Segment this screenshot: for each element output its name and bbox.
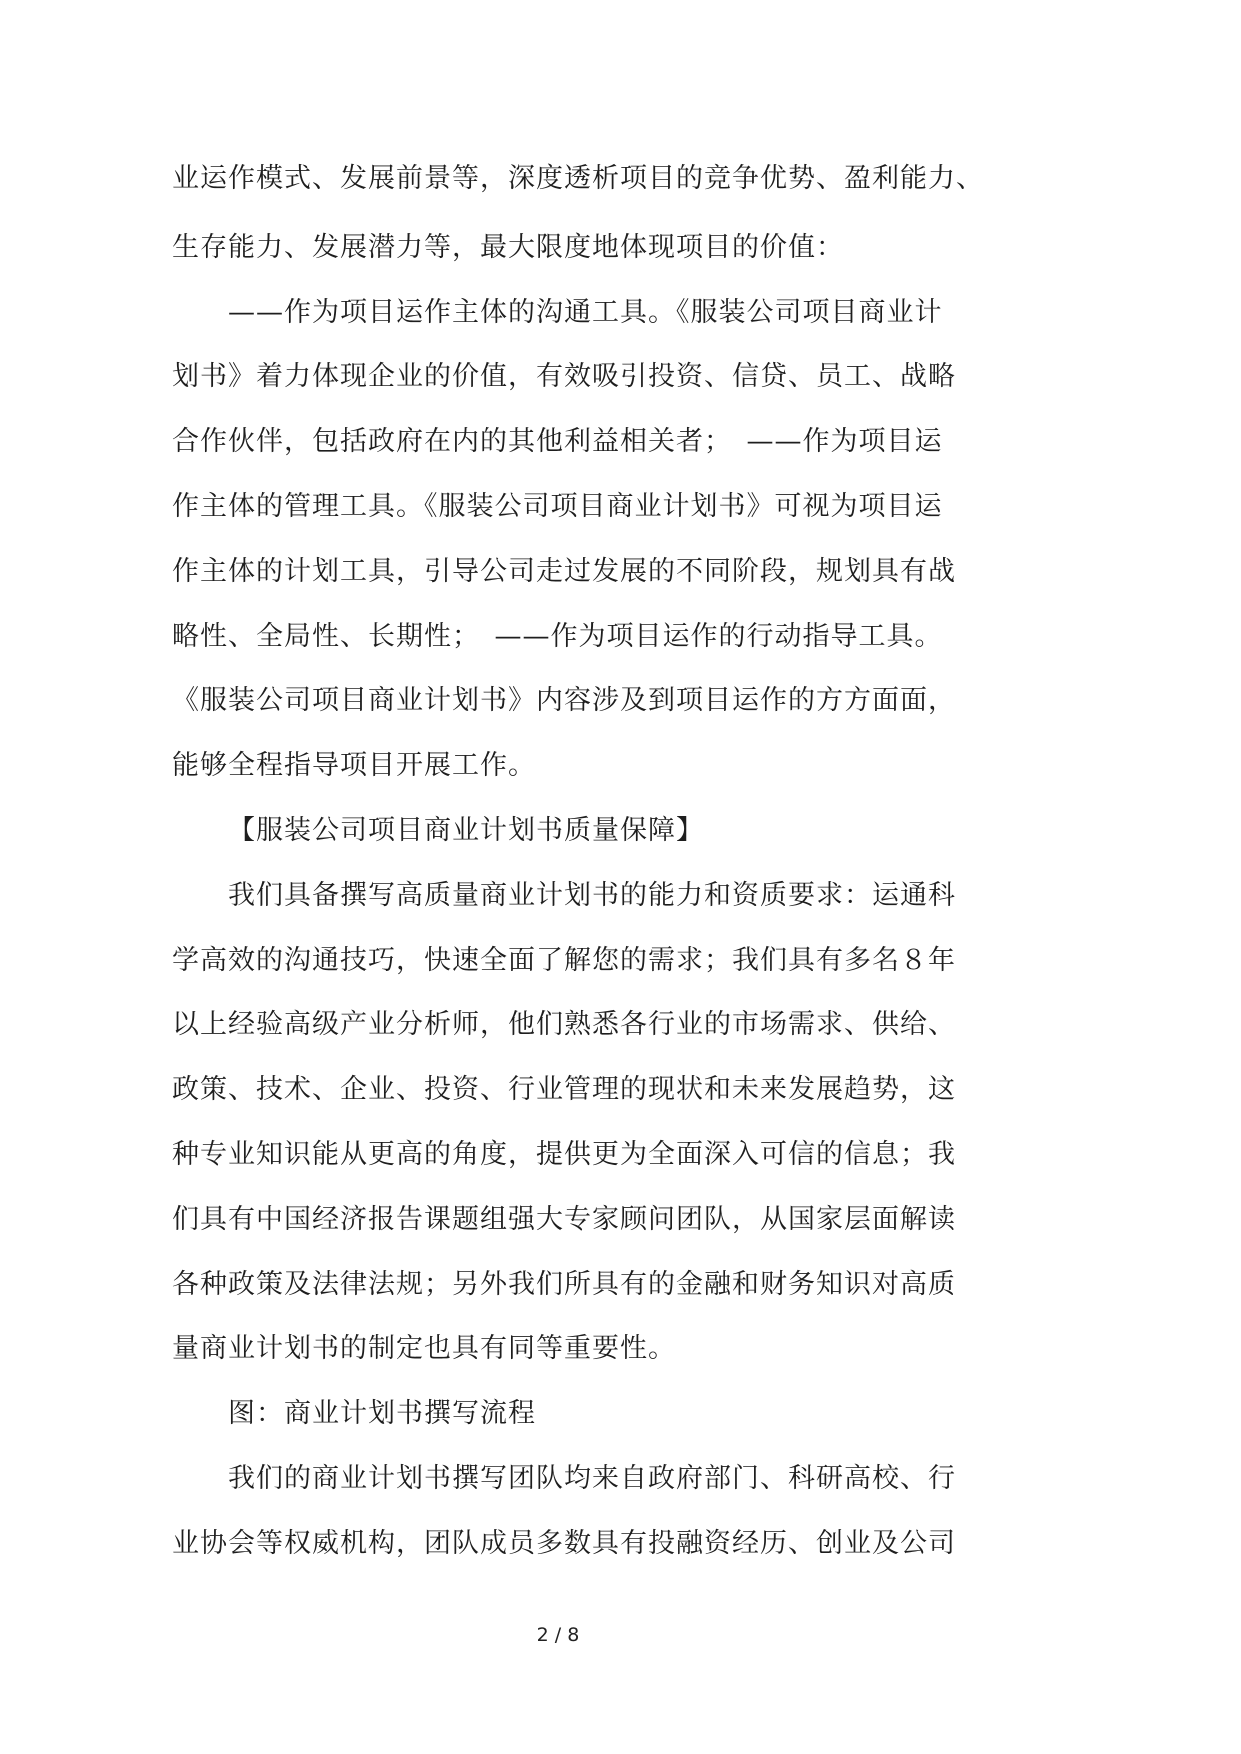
text-line: 我们具备撰写高质量商业计划书的能力和资质要求：运通科 — [228, 879, 956, 911]
text-line: 种专业知识能从更高的角度，提供更为全面深入可信的信息；我 — [172, 1138, 956, 1170]
text-line: 划书》着力体现企业的价值，有效吸引投资、信贷、员工、战略 — [172, 361, 956, 393]
text-line: 作主体的管理工具。《服装公司项目商业计划书》可视为项目运 — [172, 490, 943, 522]
text-line: 略性、全局性、长期性； ——作为项目运作的行动指导工具。 — [172, 620, 943, 652]
text-line: 政策、技术、企业、投资、行业管理的现状和未来发展趋势，这 — [172, 1074, 956, 1106]
text-line: 合作伙伴，包括政府在内的其他利益相关者； ——作为项目运 — [172, 426, 943, 458]
page-number: 2 / 8 — [536, 1624, 580, 1646]
text-line: ——作为项目运作主体的沟通工具。《服装公司项目商业计 — [228, 296, 943, 328]
text-line: 各种政策及法律法规；另外我们所具有的金融和财务知识对高质 — [172, 1268, 956, 1300]
body-text — [172, 151, 1002, 1577]
text-line: 能够全程指导项目开展工作。 — [172, 750, 536, 782]
text-line: 业运作模式、发展前景等，深度透析项目的竞争优势、盈利能力、 — [172, 163, 984, 194]
text-line: 们具有中国经济报告课题组强大专家顾问团队，从国家层面解读 — [172, 1203, 956, 1235]
text-line: 学高效的沟通技巧，快速全面了解您的需求；我们具有多名８年 — [172, 944, 956, 976]
text-line: 量商业计划书的制定也具有同等重要性。 — [172, 1333, 676, 1365]
section-heading: 【服装公司项目商业计划书质量保障】 — [228, 814, 704, 846]
text-line: 《服装公司项目商业计划书》内容涉及到项目运作的方方面面， — [172, 685, 956, 717]
figure-caption: 图：商业计划书撰写流程 — [228, 1398, 536, 1430]
text-line: 以上经验高级产业分析师，他们熟悉各行业的市场需求、供给、 — [172, 1009, 956, 1041]
text-line: 我们的商业计划书撰写团队均来自政府部门、科研高校、行 — [228, 1462, 956, 1494]
text-line: 生存能力、发展潜力等，最大限度地体现项目的价值： — [172, 231, 844, 263]
text-line: 业协会等权威机构，团队成员多数具有投融资经历、创业及公司 — [172, 1527, 956, 1559]
text-line: 作主体的计划工具，引导公司走过发展的不同阶段，规划具有战 — [172, 555, 956, 587]
